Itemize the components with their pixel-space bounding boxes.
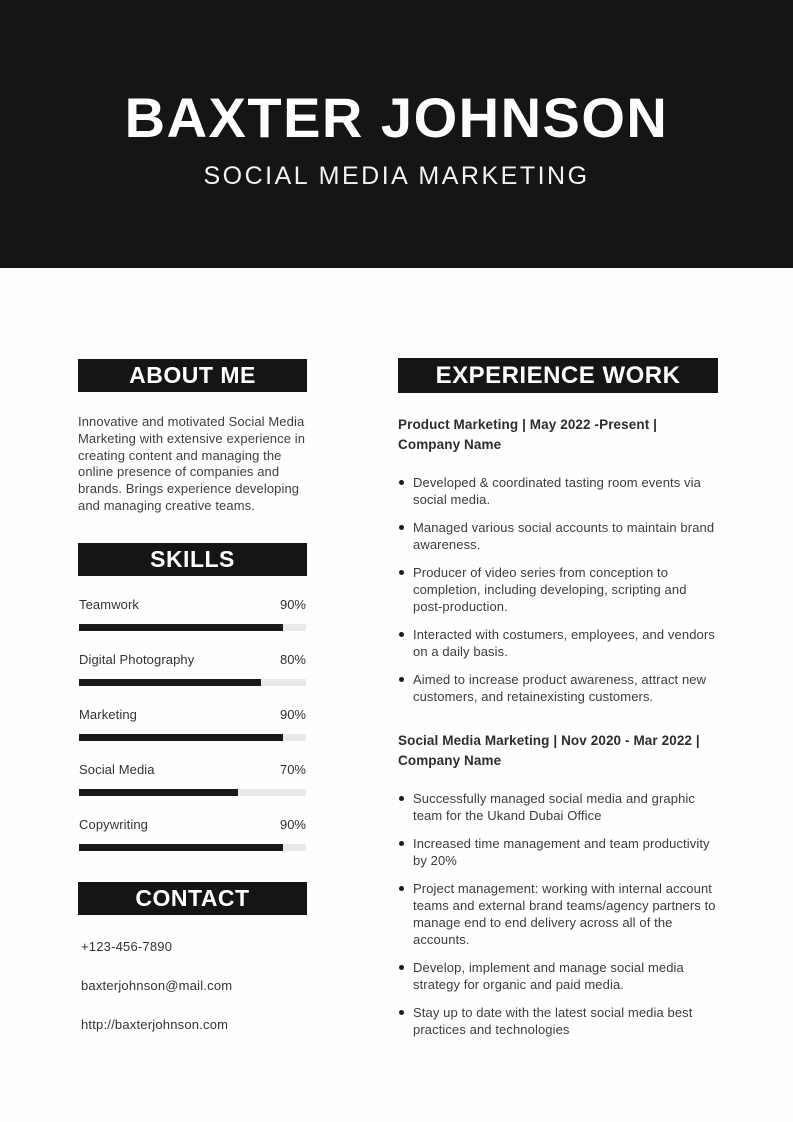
job-bullet: Develop, implement and manage social media strategy for organic and paid media. (398, 959, 718, 993)
about-heading-label: ABOUT ME (129, 362, 256, 388)
skill-progress-fill (79, 844, 283, 851)
skill-progress-fill (79, 679, 261, 686)
skill-name: Marketing (79, 706, 137, 722)
job-title: Social Media Marketing | Nov 2020 - Mar 2022 | Company Name (398, 733, 700, 768)
skills-heading (78, 543, 307, 576)
skill-percent: 90% (279, 596, 306, 612)
skill-percent: 90% (279, 816, 306, 832)
skill-row (78, 652, 307, 686)
skill-progress-fill (79, 734, 283, 741)
person-role: SOCIAL MEDIA MARKETING (203, 162, 590, 190)
job-bullet: Project management: working with internal account teams and external brand teams/agency partners to manage end to end delivery across all of the accounts. (398, 880, 718, 948)
contact-heading-label: CONTACT (135, 884, 250, 911)
job-bullet-list (398, 790, 718, 1038)
skill-progress-fill (79, 624, 283, 631)
skill-row (78, 707, 307, 741)
skill-name: Copywriting (79, 816, 149, 832)
skill-progress-track (79, 734, 306, 741)
job-entry (398, 731, 718, 1038)
skill-row (78, 597, 307, 631)
about-heading (78, 359, 307, 392)
job-bullet: Increased time management and team productivity by 20% (398, 835, 718, 869)
person-name: BAXTER JOHNSON (124, 86, 669, 149)
skill-row (78, 762, 307, 796)
experience-column (398, 268, 718, 1038)
job-bullet: Aimed to increase product awareness, attract new customers, and retainexisting customers. (398, 671, 718, 705)
about-section (78, 359, 307, 515)
skill-row (78, 817, 307, 851)
skill-percent: 90% (279, 706, 306, 722)
skill-percent: 80% (279, 651, 306, 667)
skill-progress-track (79, 789, 306, 796)
job-bullet: Successfully managed social media and graphic team for the Ukand Dubai Office (398, 790, 718, 824)
job-bullet: Managed various social accounts to maintain brand awareness. (398, 519, 718, 553)
contact-section (78, 882, 307, 1032)
job-bullet: Stay up to date with the latest social media best practices and technologies (398, 1004, 718, 1038)
hero-header (0, 0, 793, 268)
contact-heading (78, 882, 307, 915)
job-bullet-list (398, 474, 718, 705)
experience-heading (398, 358, 718, 393)
job-bullet: Producer of video series from conception to completion, including developing, scripting and post-production. (398, 564, 718, 615)
contact-website: http://baxterjohnson.com (81, 1016, 229, 1032)
skill-progress-track (79, 844, 306, 851)
skill-progress-track (79, 624, 306, 631)
skill-name: Social Media (79, 761, 155, 777)
skill-progress-track (79, 679, 306, 686)
job-entry (398, 415, 718, 705)
job-title: Product Marketing | May 2022 -Present | Company Name (398, 417, 658, 452)
skill-name: Teamwork (79, 596, 140, 612)
skills-section (78, 543, 307, 851)
contact-email: baxterjohnson@mail.com (81, 977, 233, 993)
job-bullet: Interacted with costumers, employees, and vendors on a daily basis. (398, 626, 718, 660)
skill-percent: 70% (279, 761, 306, 777)
left-sidebar (78, 268, 307, 1032)
experience-heading-label: EXPERIENCE WORK (435, 361, 681, 389)
contact-phone: +123-456-7890 (81, 938, 173, 954)
job-bullet: Developed & coordinated tasting room events via social media. (398, 474, 718, 508)
about-text: Innovative and motivated Social Media Marketing with extensive experience in creating content and managing the online presence of companies and brands. Brings experience developing and managing creative teams. (78, 414, 306, 513)
skills-heading-label: SKILLS (150, 545, 235, 572)
skill-progress-fill (79, 789, 238, 796)
skill-name: Digital Photography (79, 651, 195, 667)
